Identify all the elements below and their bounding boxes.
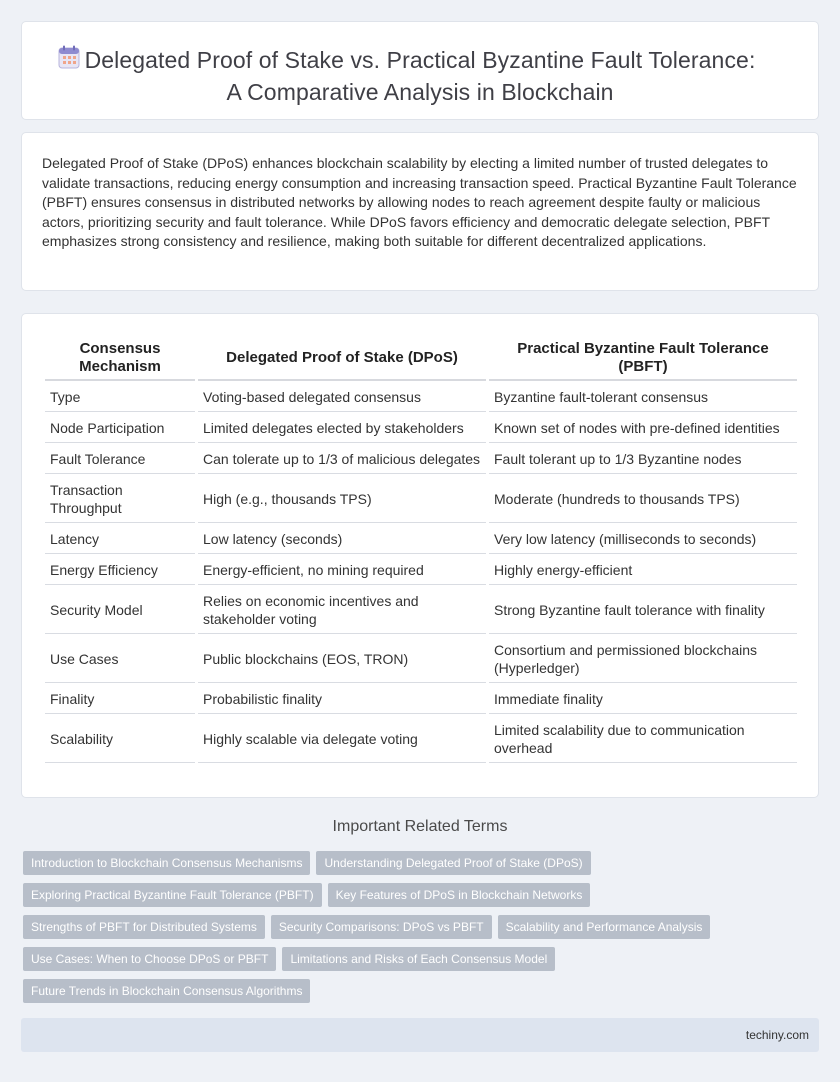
table-cell: Highly energy-efficient [489, 556, 797, 585]
table-cell: Immediate finality [489, 685, 797, 714]
page-title-line2: A Comparative Analysis in Blockchain [226, 79, 614, 105]
table-cell: Voting-based delegated consensus [198, 383, 486, 412]
intro-card [21, 132, 819, 291]
table-row [45, 383, 797, 412]
table-cell: Type [45, 383, 195, 412]
table-cell: Limited delegates elected by stakeholders [198, 414, 486, 443]
related-term-tag[interactable]: Future Trends in Blockchain Consensus Algorithms [23, 979, 310, 1003]
table-cell: Can tolerate up to 1/3 of malicious delegates [198, 445, 486, 474]
table-cell: Latency [45, 525, 195, 554]
table-cell: Energy-efficient, no mining required [198, 556, 486, 585]
table-row [45, 587, 797, 634]
related-term-tag[interactable]: Understanding Delegated Proof of Stake (DPoS) [316, 851, 590, 875]
footer-site-link[interactable]: techiny.com [745, 1028, 809, 1042]
table-cell: Moderate (hundreds to thousands TPS) [489, 476, 797, 523]
header-card [21, 21, 819, 120]
intro-paragraph: Delegated Proof of Stake (DPoS) enhances blockchain scalability by electing a limited number of trusted delegates to validate transactions, reducing energy consumption and increasing transaction speed. Practical Byzantine Fault Tolerance (PBFT) ensures consensus in distributed networks by allowing nodes to reach agreement despite faulty or malicious actors, prioritizing security and fault tolerance. While DPoS favors efficiency and democratic delegate selection, PBFT emphasizes strong consistency and resilience, making both suitable for different decentralized applications. [42, 155, 797, 249]
table-cell: Public blockchains (EOS, TRON) [198, 636, 486, 683]
table-cell: Very low latency (milliseconds to seconds) [489, 525, 797, 554]
page-title-line1: Delegated Proof of Stake vs. Practical Byzantine Fault Tolerance: [84, 47, 756, 73]
table-cell: Byzantine fault-tolerant consensus [489, 383, 797, 412]
table-header-row [45, 336, 797, 381]
table-cell: Fault tolerant up to 1/3 Byzantine nodes [489, 445, 797, 474]
table-cell: Transaction Throughput [45, 476, 195, 523]
column-header: Delegated Proof of Stake (DPoS) [198, 336, 486, 381]
table-cell: Strong Byzantine fault tolerance with finality [489, 587, 797, 634]
table-cell: Consortium and permissioned blockchains (Hyperledger) [489, 636, 797, 683]
related-term-tag[interactable]: Strengths of PBFT for Distributed Systems [23, 915, 265, 939]
table-row [45, 525, 797, 554]
table-row [45, 685, 797, 714]
related-term-tag[interactable]: Exploring Practical Byzantine Fault Tolerance (PBFT) [23, 883, 322, 907]
related-term-tag[interactable]: Introduction to Blockchain Consensus Mechanisms [23, 851, 310, 875]
table-row [45, 716, 797, 763]
related-term-tag[interactable]: Key Features of DPoS in Blockchain Networks [328, 883, 591, 907]
table-cell: Known set of nodes with pre-defined identities [489, 414, 797, 443]
column-header: Consensus Mechanism [45, 336, 195, 381]
table-cell: Finality [45, 685, 195, 714]
table-cell: Highly scalable via delegate voting [198, 716, 486, 763]
table-cell: Probabilistic finality [198, 685, 486, 714]
table-cell: Limited scalability due to communication overhead [489, 716, 797, 763]
comparison-table [42, 334, 800, 765]
related-terms-list [23, 851, 723, 1003]
table-cell: Relies on economic incentives and stakeholder voting [198, 587, 486, 634]
table-cell: High (e.g., thousands TPS) [198, 476, 486, 523]
table-row [45, 445, 797, 474]
table-row [45, 636, 797, 683]
related-terms-heading: Important Related Terms [332, 818, 508, 835]
related-term-tag[interactable]: Limitations and Risks of Each Consensus Model [282, 947, 555, 971]
table-cell: Use Cases [45, 636, 195, 683]
related-term-tag[interactable]: Use Cases: When to Choose DPoS or PBFT [23, 947, 276, 971]
table-row [45, 556, 797, 585]
comparison-table-card [21, 313, 819, 798]
table-cell: Node Participation [45, 414, 195, 443]
page-title [22, 44, 818, 108]
related-term-tag[interactable]: Security Comparisons: DPoS vs PBFT [271, 915, 492, 939]
footer [21, 1018, 819, 1052]
table-cell: Low latency (seconds) [198, 525, 486, 554]
table-cell: Security Model [45, 587, 195, 634]
related-term-tag[interactable]: Scalability and Performance Analysis [498, 915, 711, 939]
table-row [45, 476, 797, 523]
table-cell: Energy Efficiency [45, 556, 195, 585]
table-row [45, 414, 797, 443]
table-cell: Scalability [45, 716, 195, 763]
table-cell: Fault Tolerance [45, 445, 195, 474]
column-header: Practical Byzantine Fault Tolerance (PBFT) [489, 336, 797, 381]
